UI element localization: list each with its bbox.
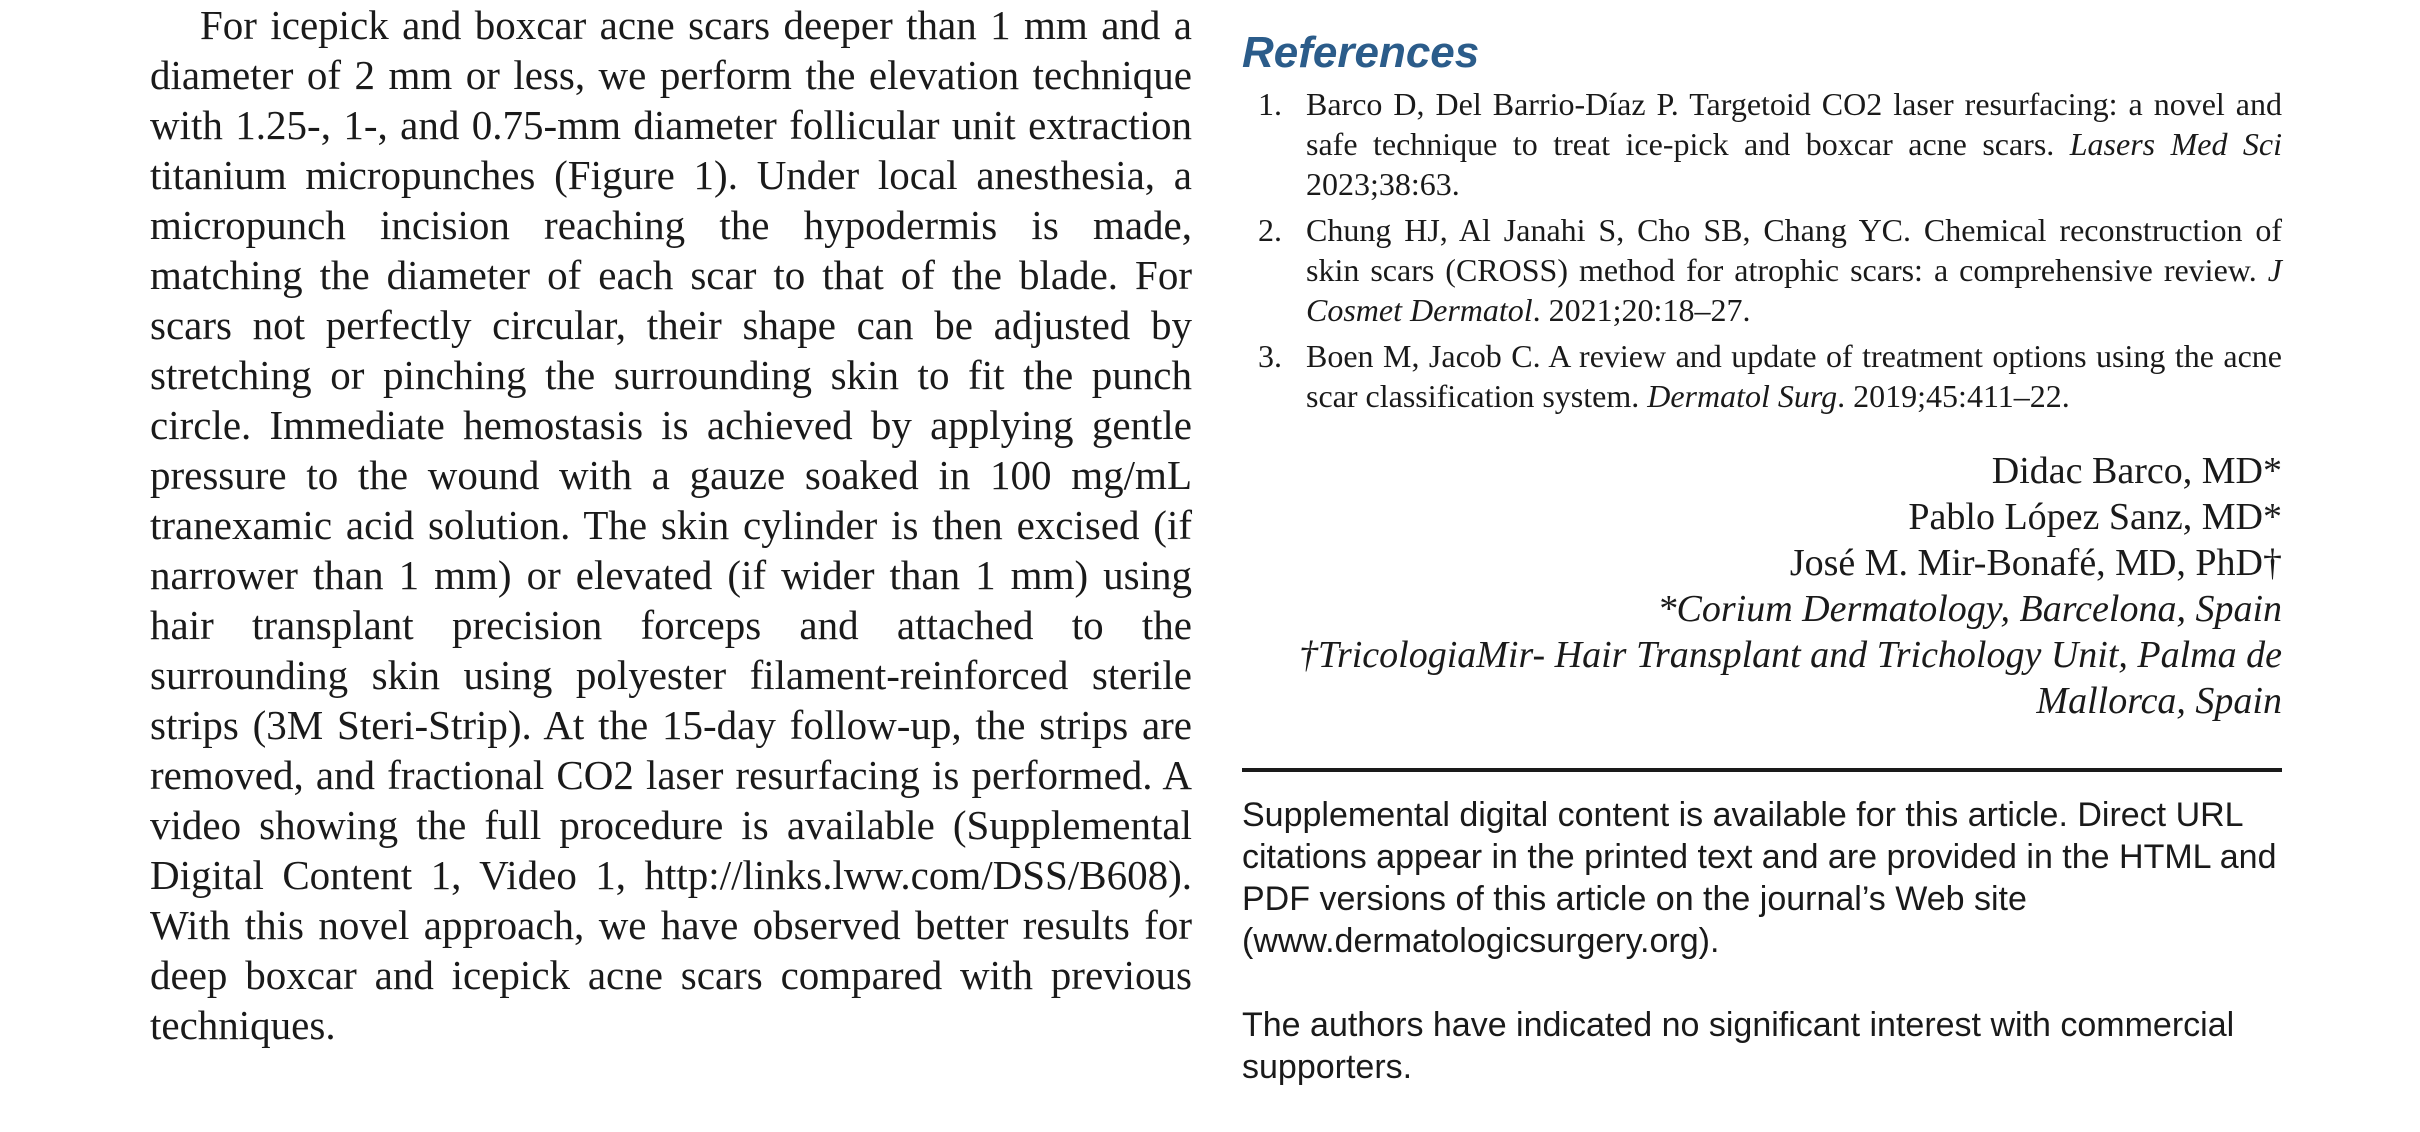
author-affiliation: †TricologiaMir- Hair Transplant and Trichology Unit, Palma de Mallorca, Spain (1298, 634, 2282, 722)
author-name: José M. Mir-Bonafé, MD, PhD† (1789, 542, 2282, 584)
reference-citation: . 2019;45:411–22. (1837, 378, 2070, 414)
reference-text: Boen M, Jacob C. A review and update of treatment options using the acne scar classification system. (1306, 338, 2282, 414)
reference-item (1242, 210, 2282, 330)
reference-text: Barco D, Del Barrio-Díaz P. Targetoid CO2 laser resurfacing: a novel and safe technique to treat ice-pick and boxcar acne scars. (1306, 86, 2282, 162)
reference-item (1242, 336, 2282, 416)
sidebar-column (1242, 28, 2282, 1088)
reference-journal: Dermatol Surg (1647, 378, 1838, 414)
author-name: Didac Barco, MD* (1991, 450, 2282, 492)
reference-journal: J Cosmet Dermatol (1306, 252, 2282, 328)
reference-journal: Lasers Med Sci (2069, 126, 2282, 162)
author-name: Pablo López Sanz, MD* (1908, 496, 2282, 538)
reference-citation: . 2021;20:18–27. (1532, 292, 1751, 328)
body-paragraph: For icepick and boxcar acne scars deeper than 1 mm and a diameter of 2 mm or less, we perform the elevation technique with 1.25-, 1-, and 0.75-mm diameter follicular unit extraction titanium micropunches (Figure 1). Under local anesthesia, a micropunch incision reaching the hypodermis is made, matching the diameter of each scar to that of the blade. For scars not perfectly circular, their shape can be adjusted by stretching or pinching the surrounding skin to fit the punch circle. Immediate hemostasis is achieved by applying gentle pressure to the wound with a gauze soaked in 100 mg/mL tranexamic acid solution. The skin cylinder is then excised (if narrower than 1 mm) or elevated (if wider than 1 mm) using hair transplant precision forceps and attached to the surrounding skin using polyester filament-reinforced sterile strips (3M Steri-Strip). At the 15-day follow-up, the strips are removed, and fractional CO2 laser resurfacing is performed. A video showing the full procedure is available (Supplemental Digital Content 1, Video 1, http://links.lww.com/DSS/B608). With this novel approach, we have observed better results for deep boxcar and icepick acne scars compared with previous techniques. (150, 2, 1192, 1048)
reference-item (1242, 84, 2282, 204)
reference-number: 2. (1258, 212, 1282, 248)
reference-citation: 2023;38:63. (1306, 166, 1460, 202)
reference-list (1242, 84, 2282, 416)
references-heading: References (1242, 28, 1480, 77)
author-block (1242, 448, 2282, 724)
reference-text: Chung HJ, Al Janahi S, Cho SB, Chang YC. Chemical reconstruction of skin scars (CROSS) method for atrophic scars: a comprehensive review. (1306, 212, 2282, 288)
section-divider (1242, 768, 2282, 772)
supplemental-note: Supplemental digital content is available for this article. Direct URL citations appear in the printed text and are provided in the HTML and PDF versions of this article on the journal’s Web site (www.dermatologicsurgery.org). (1242, 796, 2277, 960)
conflict-of-interest-note: The authors have indicated no significant interest with commercial supporters. (1242, 1006, 2235, 1086)
reference-number: 1. (1258, 86, 1282, 122)
reference-number: 3. (1258, 338, 1282, 374)
body-text-column (150, 0, 1192, 1050)
author-affiliation: *Corium Dermatology, Barcelona, Spain (1657, 588, 2282, 630)
